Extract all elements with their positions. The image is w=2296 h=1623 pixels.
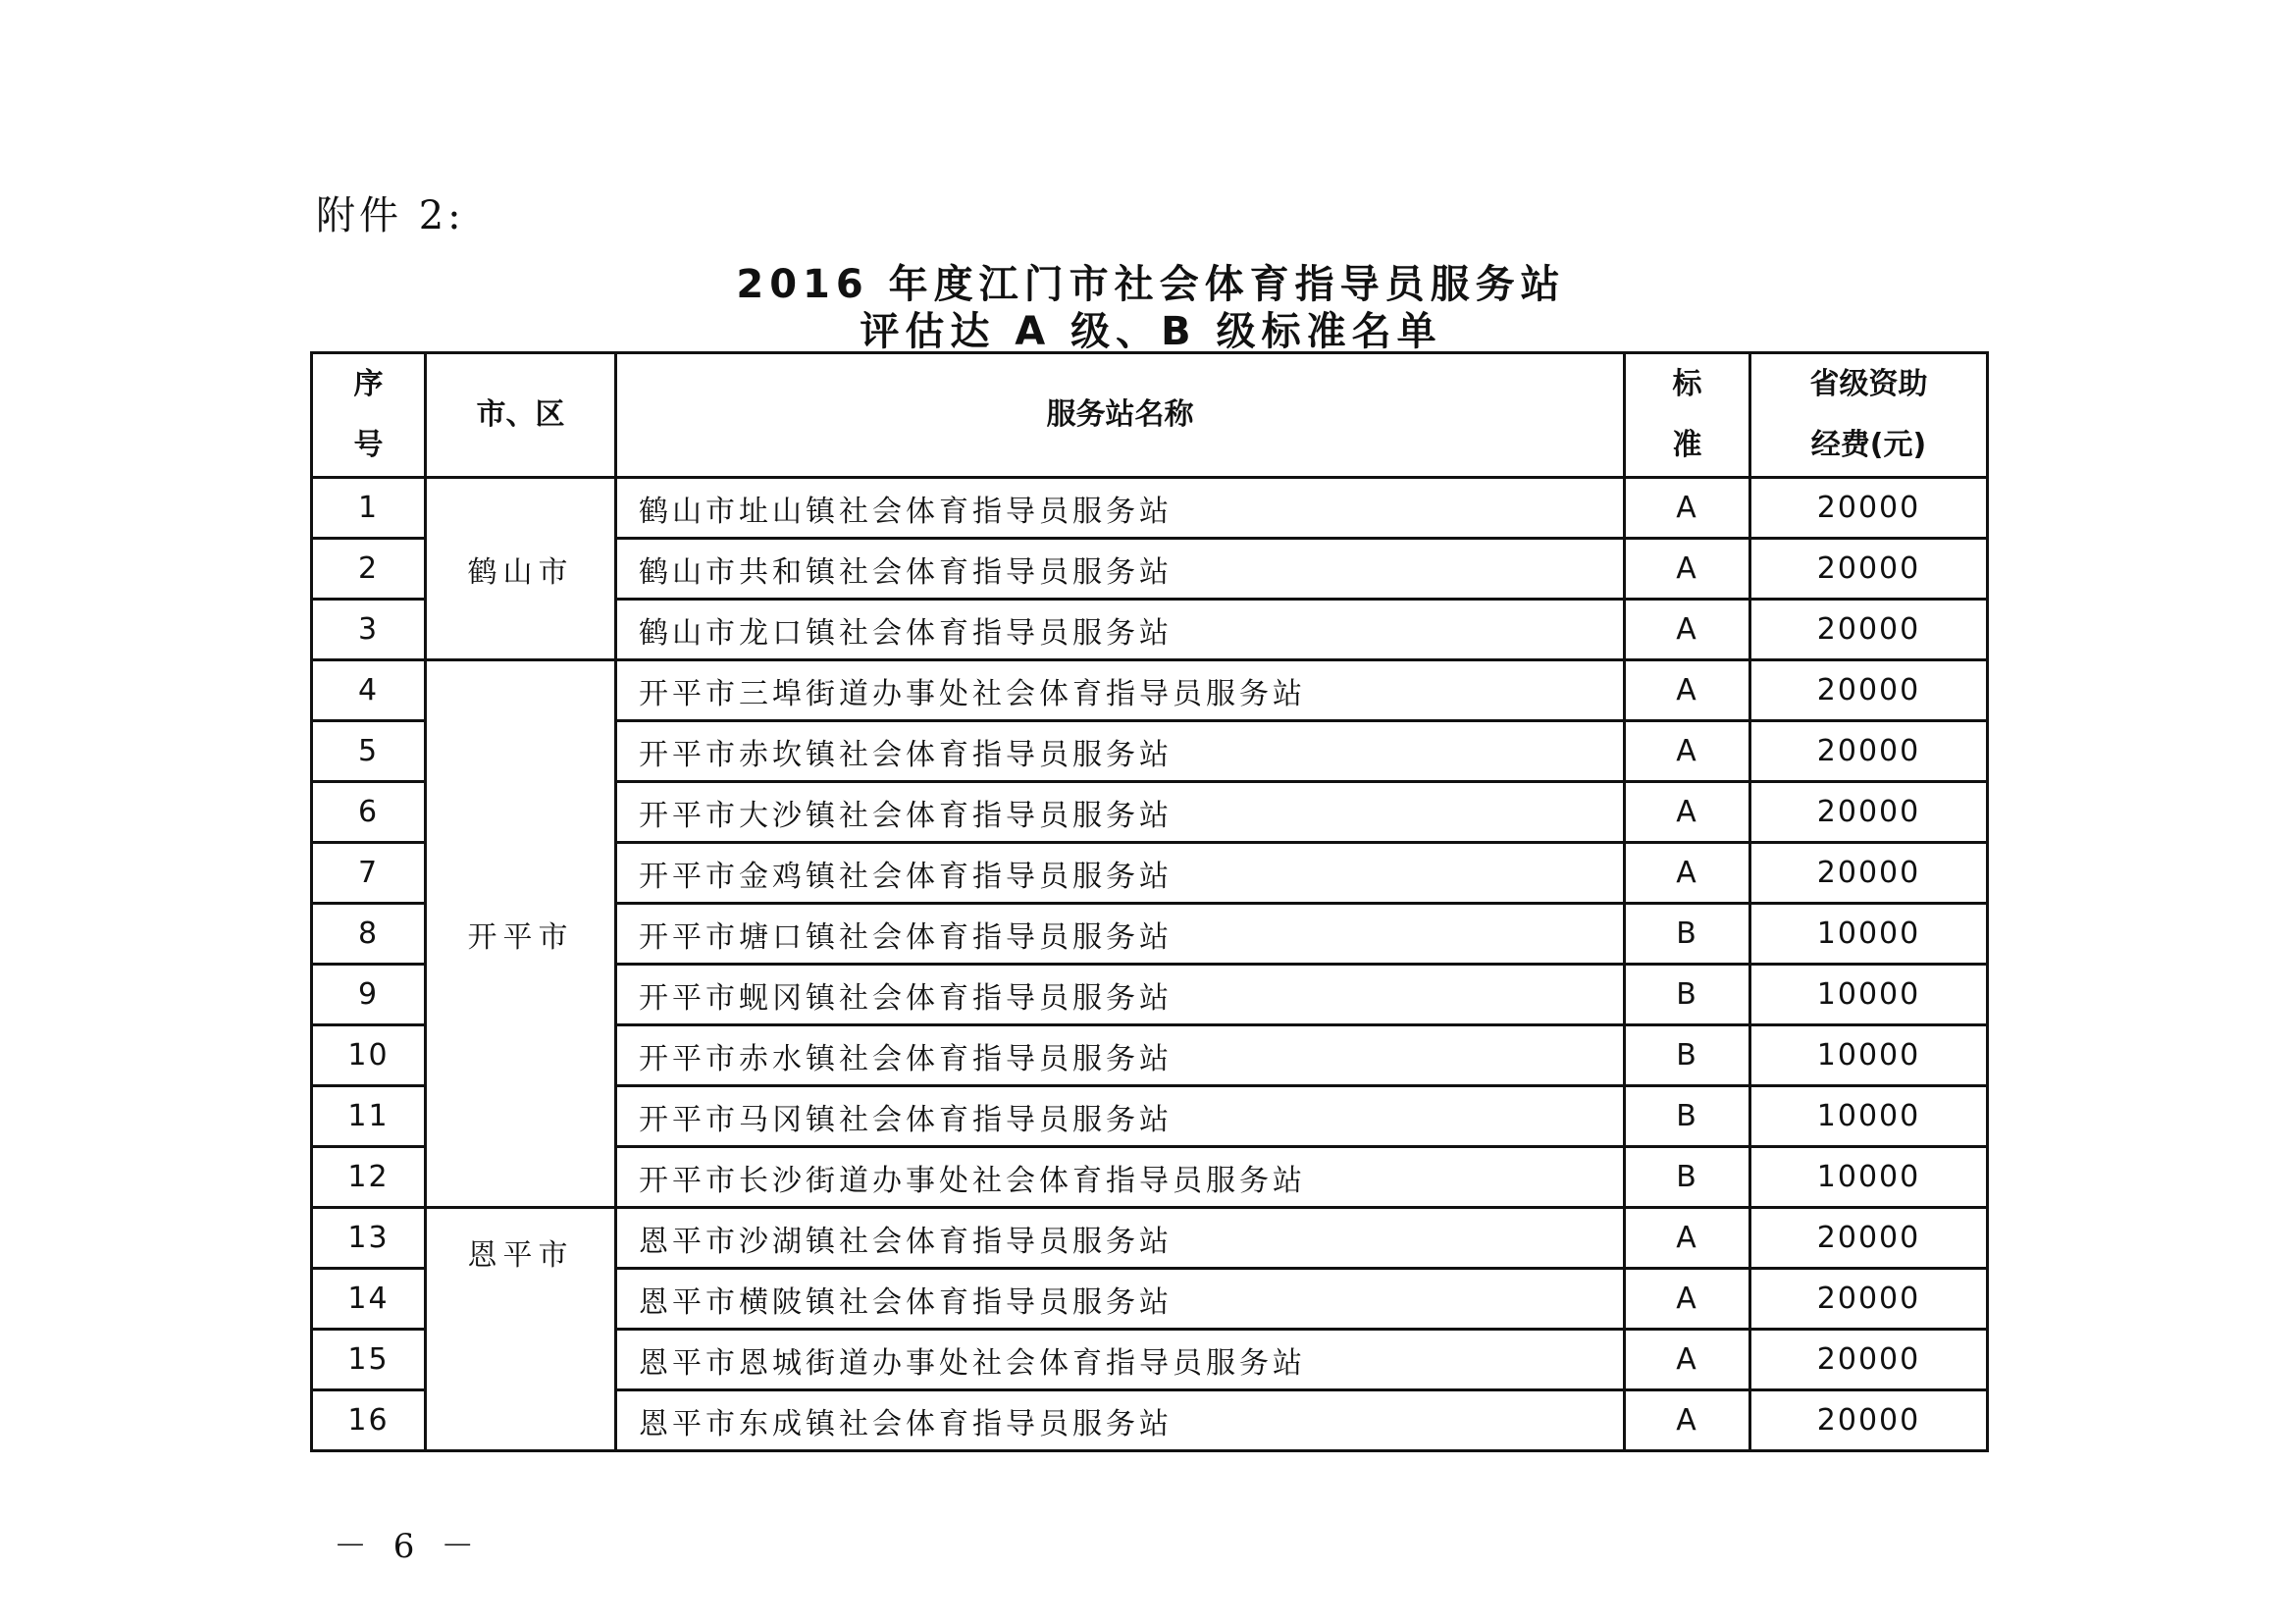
- table-row: [312, 660, 1988, 721]
- funding-amount: 20000: [1750, 843, 1988, 904]
- header-station-name: 服务站名称: [616, 353, 1625, 478]
- funding-amount: 20000: [1750, 600, 1988, 660]
- station-name: 开平市长沙街道办事处社会体育指导员服务站: [616, 1147, 1625, 1208]
- row-number: 5: [312, 721, 426, 782]
- row-number: 8: [312, 904, 426, 965]
- row-number: 12: [312, 1147, 426, 1208]
- row-number: 1: [312, 478, 426, 539]
- station-list-table: [310, 351, 1989, 1452]
- row-number: 3: [312, 600, 426, 660]
- station-name: 恩平市横陂镇社会体育指导员服务站: [616, 1269, 1625, 1330]
- header-funding: 省级资助 经费(元): [1750, 353, 1988, 478]
- standard-grade: A: [1625, 539, 1750, 600]
- station-name: 恩平市东成镇社会体育指导员服务站: [616, 1390, 1625, 1451]
- funding-amount: 20000: [1750, 1208, 1988, 1269]
- document-title-line-2: 评估达 A 级、B 级标准名单: [860, 309, 1442, 354]
- row-number: 13: [312, 1208, 426, 1269]
- attachment-label: 附件 2:: [316, 193, 465, 238]
- header-seq: 序 号: [312, 353, 426, 478]
- row-number: 16: [312, 1390, 426, 1451]
- row-number: 4: [312, 660, 426, 721]
- standard-grade: A: [1625, 721, 1750, 782]
- station-name: 开平市赤水镇社会体育指导员服务站: [616, 1025, 1625, 1086]
- row-number: 14: [312, 1269, 426, 1330]
- row-number: 7: [312, 843, 426, 904]
- standard-grade: B: [1625, 965, 1750, 1025]
- funding-amount: 20000: [1750, 1330, 1988, 1390]
- standard-grade: A: [1625, 1390, 1750, 1451]
- standard-grade: A: [1625, 782, 1750, 843]
- station-name: 开平市三埠街道办事处社会体育指导员服务站: [616, 660, 1625, 721]
- table-row: [312, 1208, 1988, 1269]
- standard-grade: B: [1625, 1025, 1750, 1086]
- standard-grade: A: [1625, 478, 1750, 539]
- station-name: 恩平市沙湖镇社会体育指导员服务站: [616, 1208, 1625, 1269]
- funding-amount: 10000: [1750, 1086, 1988, 1147]
- funding-amount: 20000: [1750, 1269, 1988, 1330]
- row-number: 10: [312, 1025, 426, 1086]
- row-number: 15: [312, 1330, 426, 1390]
- standard-grade: A: [1625, 1208, 1750, 1269]
- funding-amount: 20000: [1750, 782, 1988, 843]
- funding-amount: 20000: [1750, 539, 1988, 600]
- standard-grade: A: [1625, 1269, 1750, 1330]
- table-header-row: [312, 353, 1988, 478]
- station-name: 鹤山市共和镇社会体育指导员服务站: [616, 539, 1625, 600]
- funding-amount: 20000: [1750, 1390, 1988, 1451]
- funding-amount: 20000: [1750, 721, 1988, 782]
- standard-grade: A: [1625, 660, 1750, 721]
- standard-grade: B: [1625, 904, 1750, 965]
- funding-amount: 10000: [1750, 1147, 1988, 1208]
- station-name: 恩平市恩城街道办事处社会体育指导员服务站: [616, 1330, 1625, 1390]
- city-cell-kaiping: 开平市: [426, 660, 616, 1208]
- page-number: － 6 －: [334, 1527, 483, 1566]
- row-number: 9: [312, 965, 426, 1025]
- station-name: 开平市金鸡镇社会体育指导员服务站: [616, 843, 1625, 904]
- city-cell-heshan: 鹤山市: [426, 478, 616, 660]
- station-name: 开平市赤坎镇社会体育指导员服务站: [616, 721, 1625, 782]
- header-standard: 标 准: [1625, 353, 1750, 478]
- city-cell-enping: 恩平市: [426, 1208, 616, 1451]
- funding-amount: 20000: [1750, 478, 1988, 539]
- station-name: 开平市大沙镇社会体育指导员服务站: [616, 782, 1625, 843]
- funding-amount: 10000: [1750, 965, 1988, 1025]
- funding-amount: 20000: [1750, 660, 1988, 721]
- standard-grade: A: [1625, 1330, 1750, 1390]
- station-name: 开平市塘口镇社会体育指导员服务站: [616, 904, 1625, 965]
- row-number: 6: [312, 782, 426, 843]
- document-title-line-1: 2016 年度江门市社会体育指导员服务站: [736, 262, 1566, 307]
- station-name: 鹤山市址山镇社会体育指导员服务站: [616, 478, 1625, 539]
- row-number: 11: [312, 1086, 426, 1147]
- header-city: 市、区: [426, 353, 616, 478]
- station-name: 开平市马冈镇社会体育指导员服务站: [616, 1086, 1625, 1147]
- standard-grade: A: [1625, 843, 1750, 904]
- row-number: 2: [312, 539, 426, 600]
- station-name: 开平市蚬冈镇社会体育指导员服务站: [616, 965, 1625, 1025]
- standard-grade: A: [1625, 600, 1750, 660]
- funding-amount: 10000: [1750, 1025, 1988, 1086]
- funding-amount: 10000: [1750, 904, 1988, 965]
- standard-grade: B: [1625, 1086, 1750, 1147]
- table-row: [312, 478, 1988, 539]
- standard-grade: B: [1625, 1147, 1750, 1208]
- station-name: 鹤山市龙口镇社会体育指导员服务站: [616, 600, 1625, 660]
